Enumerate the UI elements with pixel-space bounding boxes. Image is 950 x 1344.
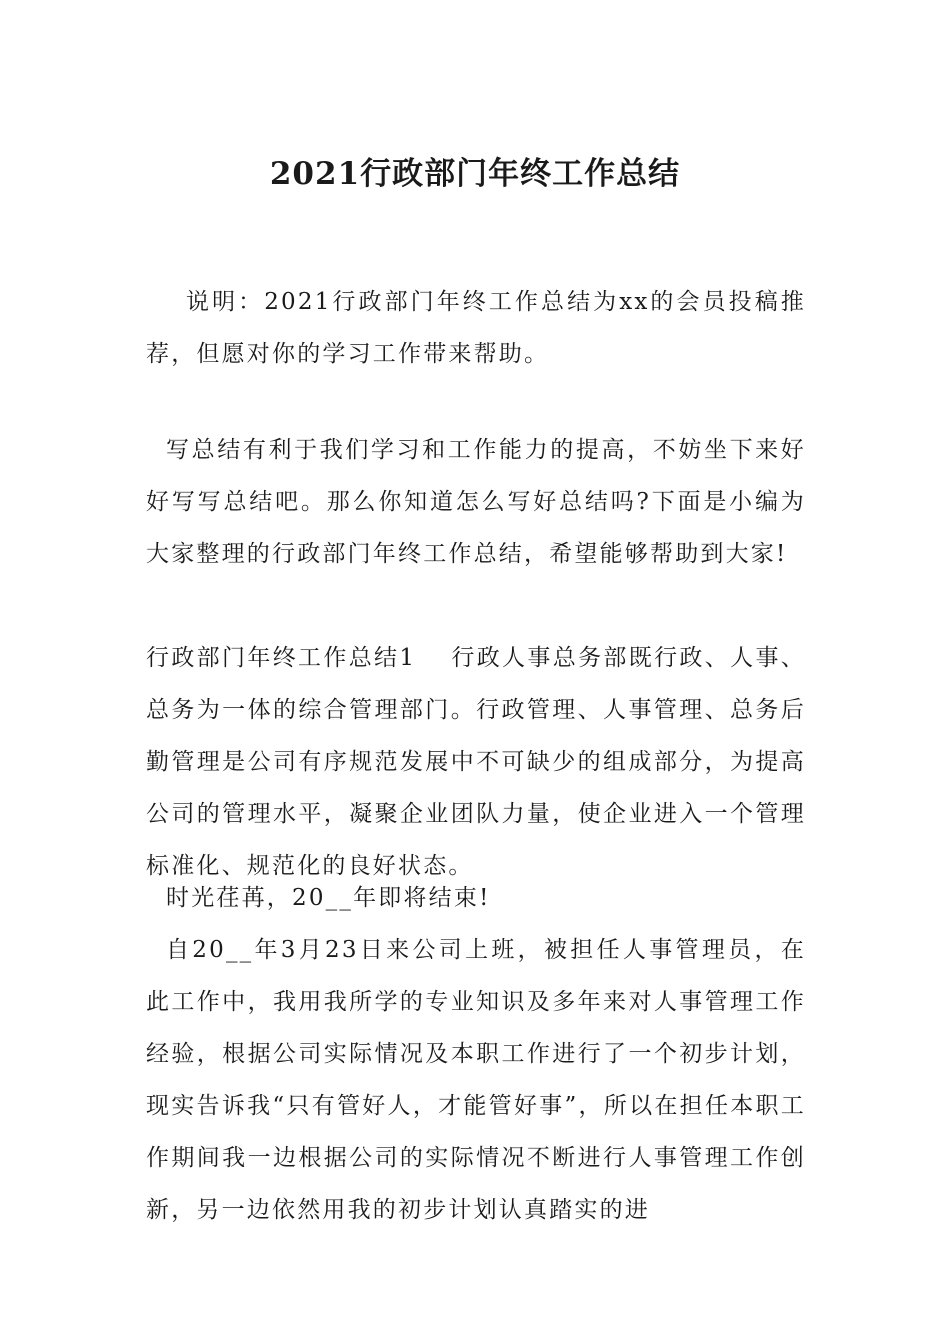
note-paragraph: 说明：2021行政部门年终工作总结为xx的会员投稿推荐，但愿对你的学习工作带来帮助。	[146, 289, 806, 367]
time-paragraph: 时光荏苒，20__年即将结束!	[166, 885, 491, 911]
summary-section-paragraph: 行政部门年终工作总结1 行政人事总务部既行政、人事、总务为一体的综合管理部门。行政管理、人事管理、总务后勤管理是公司有序规范发展中不可缺少的组成部分，为提高公司的管理水平，凝聚企业团队力量，使企业进入一个管理标准化、规范化的良好状态。	[146, 645, 806, 879]
detail-paragraph: 自20__年3月23日来公司上班，被担任人事管理员，在此工作中，我用我所学的专业知识及多年来对人事管理工作经验，根据公司实际情况及本职工作进行了一个初步计划，现实告诉我“只有管好人，才能管好事”，所以在担任本职工作期间我一边根据公司的实际情况不断进行人事管理工作创新，另一边依然用我的初步计划认真踏实的进	[146, 937, 806, 1223]
document-title: 2021行政部门年终工作总结	[269, 155, 681, 192]
intro-paragraph: 写总结有利于我们学习和工作能力的提高，不妨坐下来好好写写总结吧。那么你知道怎么写好总结吗?下面是小编为大家整理的行政部门年终工作总结，希望能够帮助到大家!	[146, 437, 806, 567]
